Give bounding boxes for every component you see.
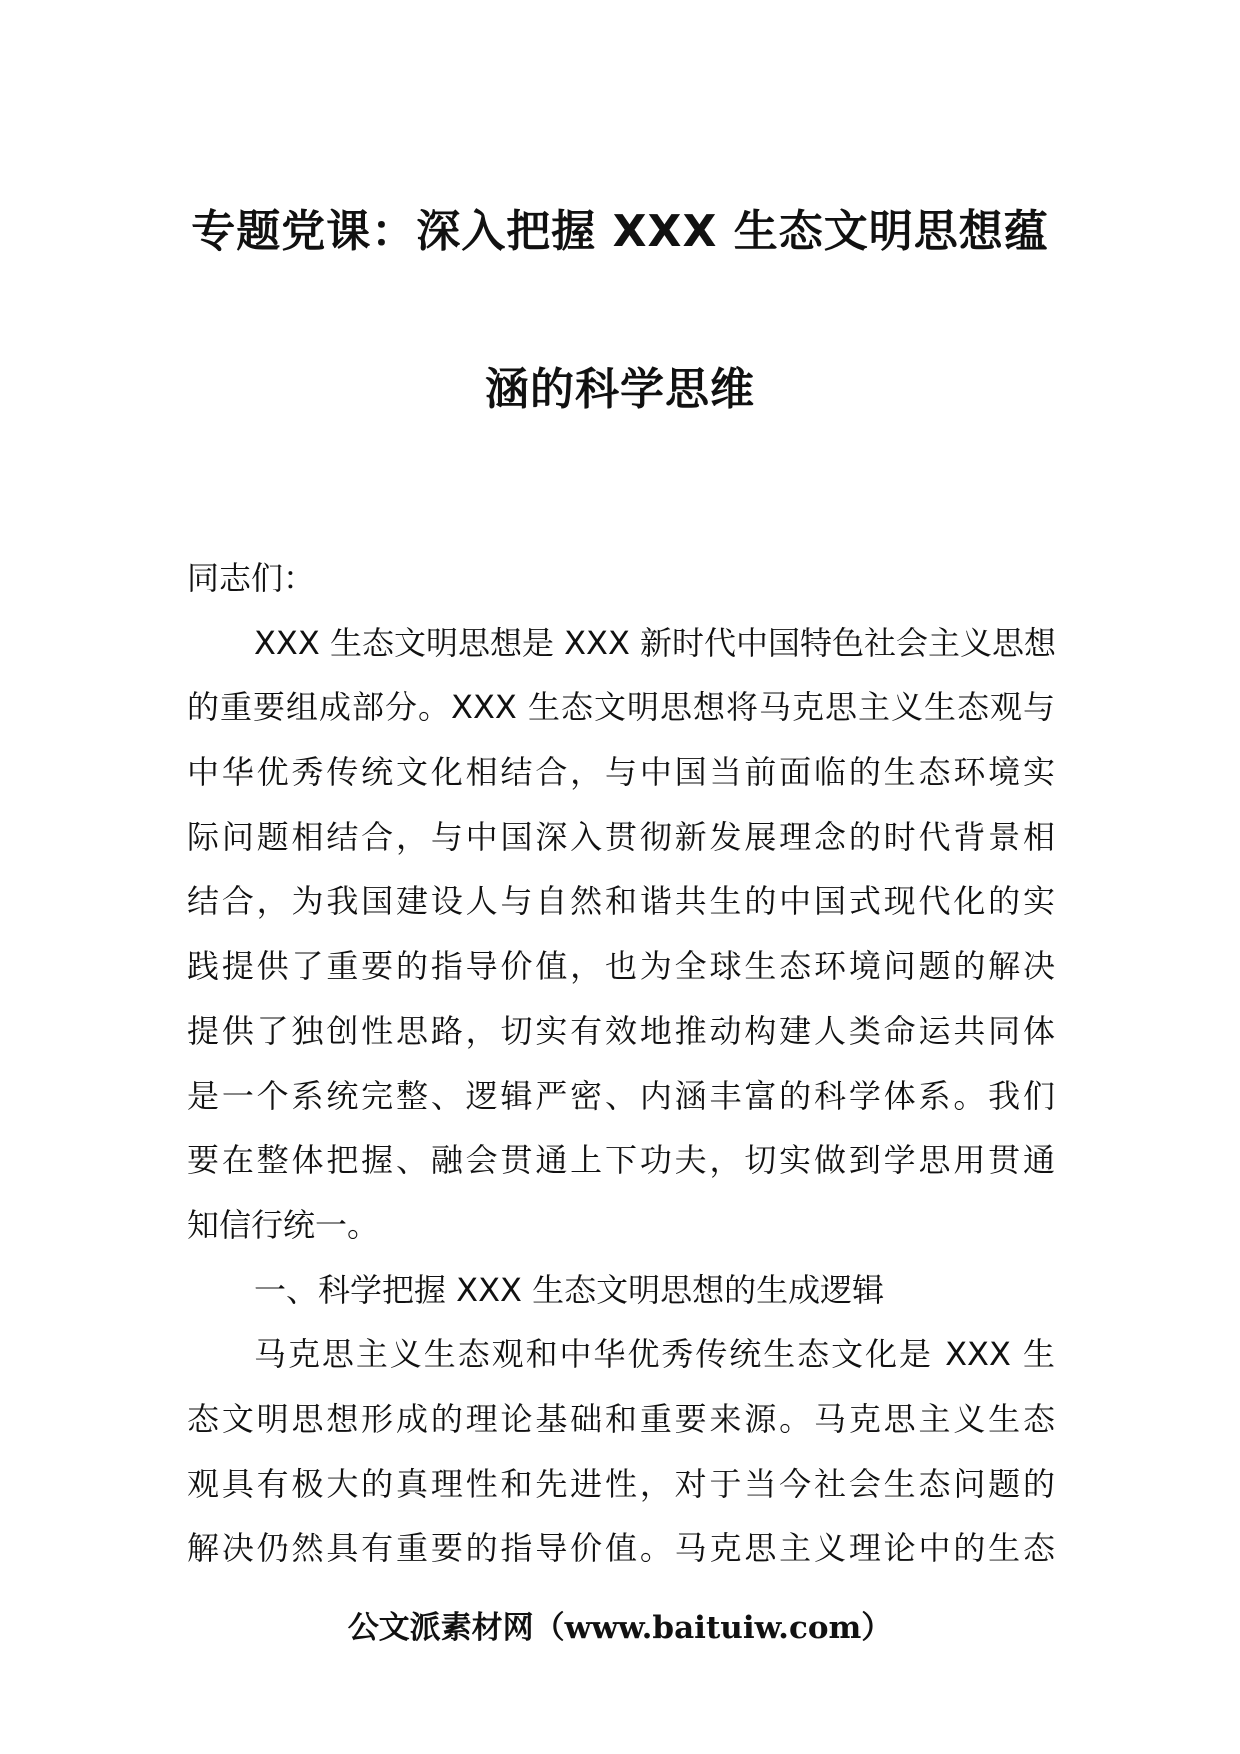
paragraph-1-line: XXX 生态文明思想是 XXX 新时代中国特色社会主义思想 bbox=[254, 623, 1057, 662]
paragraph-1-line: 结合，为我国建设人与自然和谐共生的中国式现代化的实 bbox=[187, 882, 1055, 921]
paragraph-1-line: 提供了独创性思路，切实有效地推动构建人类命运共同体 bbox=[187, 1011, 1055, 1050]
paragraph-2-line: 解决仍然具有重要的指导价值。马克思主义理论中的生态 bbox=[187, 1529, 1055, 1568]
paragraph-1-line: 践提供了重要的指导价值，也为全球生态环境问题的解决 bbox=[187, 947, 1055, 986]
section-heading-1: 一、科学把握 XXX 生态文明思想的生成逻辑 bbox=[254, 1270, 885, 1309]
paragraph-1-line: 要在整体把握、融会贯通上下功夫，切实做到学思用贯通 bbox=[187, 1141, 1055, 1180]
salutation: 同志们： bbox=[187, 559, 316, 597]
paragraph-1-line: 际问题相结合，与中国深入贯彻新发展理念的时代背景相 bbox=[187, 817, 1055, 856]
paragraph-1-line: 是一个系统完整、逻辑严密、内涵丰富的科学体系。我们 bbox=[187, 1076, 1055, 1115]
paragraph-1-line: 中华优秀传统文化相结合，与中国当前面临的生态环境实 bbox=[187, 753, 1055, 792]
body-text bbox=[187, 611, 1055, 1581]
paragraph-1-line: 的重要组成部分。XXX 生态文明思想将马克思主义生态观与 bbox=[187, 688, 1055, 727]
document-title-line-2: 涵的科学思维 bbox=[485, 364, 755, 415]
paragraph-1-line: 知信行统一。 bbox=[187, 1205, 380, 1244]
document-title-line-1: 专题党课：深入把握 XXX 生态文明思想蕴 bbox=[191, 206, 1049, 257]
paragraph-2-line: 观具有极大的真理性和先进性，对于当今社会生态问题的 bbox=[187, 1464, 1055, 1503]
footer-source: 公文派素材网（www.baituiw.com） bbox=[347, 1610, 893, 1646]
paragraph-2-line: 马克思主义生态观和中华优秀传统生态文化是 XXX 生 bbox=[254, 1335, 1055, 1374]
paragraph-2-line: 态文明思想形成的理论基础和重要来源。马克思主义生态 bbox=[187, 1399, 1055, 1438]
